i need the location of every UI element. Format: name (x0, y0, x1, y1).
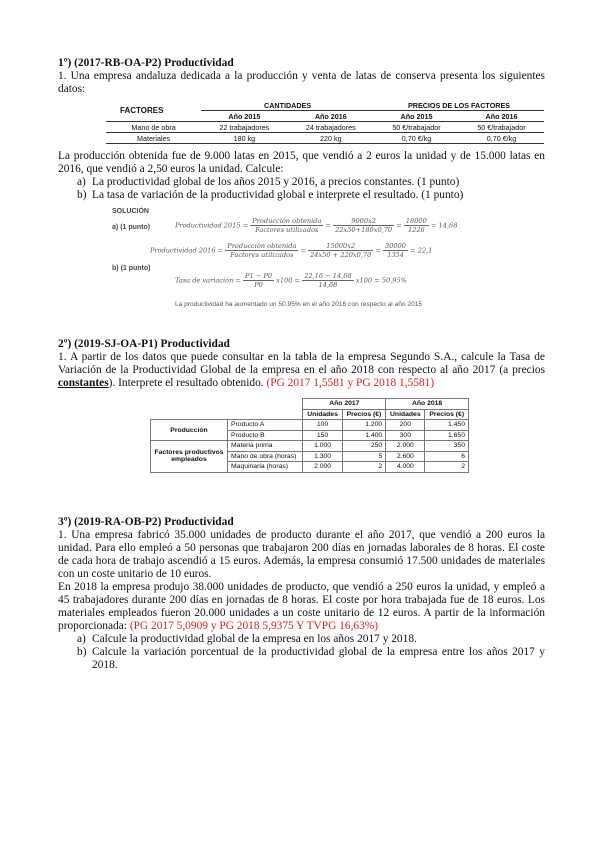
group-produccion: Producción (151, 420, 228, 441)
item-text: Calcule la variación porcentual de la productividad global de la empresa entre los años 2017 y 2018. (92, 646, 545, 671)
cell: 2 (425, 462, 469, 473)
solution-b-label: b) (1 punto) (112, 265, 151, 272)
row-name: Materiales (137, 133, 171, 143)
table-row (151, 420, 469, 431)
cell: 50 €/trabajador (477, 122, 526, 132)
cell: 350 (425, 441, 469, 452)
year-header: Año 2016 (314, 111, 347, 121)
cell: 0,70 €/kg (401, 133, 432, 143)
cell: 100 (303, 420, 342, 431)
row-name: Materia prima (228, 441, 303, 452)
exercise-2 (58, 338, 545, 390)
formula-pg2016: Productividad 2016 = $\frac{\text{Producción obtenida}}{\text{Factores utilizados}}$ = $\frac{15000x2}{24x50 + 220x0,70}$ = $\frac{30000}{1354}$ = 22,1 (150, 242, 433, 259)
table-row (151, 441, 469, 452)
item-label: a) (77, 633, 86, 645)
row-name: Producto A (228, 420, 303, 431)
table-row (106, 122, 544, 133)
cell: 0,70 €/kg (486, 133, 517, 143)
cell: 150 (303, 430, 342, 441)
item-text: La productividad global de los años 2015 y 2016, a precios constantes. (1 punto) (92, 176, 460, 188)
list-item (58, 646, 545, 672)
cell: 50 €/trabajador (392, 122, 441, 132)
cell: 2.000 (303, 462, 342, 473)
cell: 1.400 (342, 430, 386, 441)
group-factores: Factores productivos empleados (151, 441, 228, 473)
cell: 1.300 (303, 451, 342, 462)
exercise-1-data-table (106, 100, 544, 144)
exercise-1-text: La producción obtenida fue de 9.000 latas en 2015, que vendió a 2 euros la unidad y de 15.000 latas en 2016, que vendió a 2,50 euros la unidad. Calcule: (58, 150, 545, 175)
year-header: Año 2015 (400, 111, 433, 121)
cell: 22 trabajadores (219, 122, 270, 132)
exercise-2-title: 2º) (2019-SJ-OA-P1) Productividad (58, 338, 230, 350)
cell: 6 (425, 451, 469, 462)
cell: 4.000 (386, 462, 425, 473)
row-name: Mano de obra (131, 122, 176, 132)
item-text: Calcule la productividad global de la empresa en los años 2017 y 2018. (92, 633, 417, 645)
exercise-1 (58, 57, 545, 96)
year-header: Año 2018 (386, 399, 469, 410)
cell: 300 (386, 430, 425, 441)
col-header: Precios (€) (342, 409, 386, 420)
exercise-2-data-table (150, 398, 469, 473)
list-item (58, 633, 545, 646)
formula-tv: Tasa de variación = $\frac{P1 - P0}{P0}$ x100 = $\frac{22,16 - 14,68}{14,68}$ x100 = 50,95% (175, 272, 407, 289)
cell: 2.600 (386, 451, 425, 462)
list-item (58, 176, 545, 189)
col-header: Unidades (386, 409, 425, 420)
exercise-3-answer: (PG 2017 5,0909 y PG 2018 5,9375 Y TVPG 16,63%) (129, 620, 379, 632)
solution-a-label: a) (1 punto) (112, 224, 151, 231)
col-header: Precios (€) (425, 409, 469, 420)
exercise-1-title: 1º) (2017-RB-OA-P2) Productividad (58, 57, 234, 69)
solution-note: La productividad ha aumentado un 50,95% en el año 2016 con respecto al año 2015 (175, 301, 423, 308)
cell: 180 kg (233, 133, 256, 143)
exercise-1-statement (58, 150, 545, 202)
cell: 1.650 (425, 430, 469, 441)
exercise-3-paragraph-2: En 2018 la empresa produjo 38.000 unidades de producto, que vendió a 250 euros la unidad, y empleó a 45 trabajadores durante 200 días en jornadas de 8 horas. El coste por hora trabajada fue de 18 euros. Los materiales empleados fueron 20.000 unidades a un coste unitario de 12 euros. A partir de la información proporcionada: (PG 2017 5,0909 y PG 2018 5,9375 Y TVPG 16,63%) (58, 581, 545, 632)
solution-heading: SOLUCIÓN (112, 208, 149, 215)
exercise-2-text: 1. A partir de los datos que puede consultar en la tabla de la empresa Segundo S.A., calcule la Tasa de Variación de la Productividad Global de la empresa en el año 2018 con respecto al año 2017 (a precios constantes). Interprete el resultado obtenido. (PG 2017 1,5581 y PG 2018 1,5581) (58, 351, 545, 389)
cell: 220 kg (320, 133, 342, 143)
row-name: Maquinaria (horas) (228, 462, 303, 473)
item-label: b) (77, 189, 87, 201)
year-header: Año 2015 (228, 111, 261, 121)
cell: 200 (386, 420, 425, 431)
exercise-3 (58, 516, 545, 672)
exercise-1-intro: 1. Una empresa andaluza dedicada a la producción y venta de latas de conserva presenta los siguientes datos: (58, 70, 545, 95)
year-header: Año 2017 (303, 399, 386, 410)
cell: 2.000 (386, 441, 425, 452)
item-label: b) (77, 646, 87, 658)
col-header: Unidades (303, 409, 342, 420)
cell: 2 (342, 462, 386, 473)
cell: 5 (342, 451, 386, 462)
col-factores: FACTORES (106, 100, 201, 122)
row-name: Producto B (228, 430, 303, 441)
cell: 24 trabajadores (305, 122, 356, 132)
cell: 250 (342, 441, 386, 452)
table-row (106, 133, 544, 144)
exercise-2-answer: (PG 2017 1,5581 y PG 2018 1,5581) (266, 377, 435, 389)
item-label: a) (77, 176, 86, 188)
cell: 1.000 (303, 441, 342, 452)
exercise-3-title: 3º) (2019-RA-OB-P2) Productividad (58, 516, 234, 528)
list-item (58, 189, 545, 202)
year-header: Año 2016 (485, 111, 518, 121)
col-cantidades: CANTIDADES (201, 100, 374, 111)
cell: 1.450 (425, 420, 469, 431)
col-precios: PRECIOS DE LOS FACTORES (374, 100, 544, 111)
exercise-3-paragraph-1: 1. Una empresa fabricó 35.000 unidades de producto durante el año 2017, que vendió a 200 euros la unidad. Para ello empleó a 50 personas que trabajaron 200 días en jornadas laborales de 8 horas. El coste de cada hora de trabajo ascendió a 15 euros. Además, la empresa consumió 17.500 unidades de materiales con un coste unitario de 10 euros. (58, 529, 545, 580)
formula-pg2015: Productividad 2015 = $\frac{\text{Producción obtenida}}{\text{Factores utilizados}}$ = $\frac{9000x2}{22x50+180x0,70}$ = $\frac{18000}{1226}$ = 14,68 (175, 217, 458, 234)
row-name: Mano de obra (horas) (228, 451, 303, 462)
cell: 1.200 (342, 420, 386, 431)
item-text: La tasa de variación de la productividad global e interprete el resultado. (1 punto) (92, 189, 464, 201)
